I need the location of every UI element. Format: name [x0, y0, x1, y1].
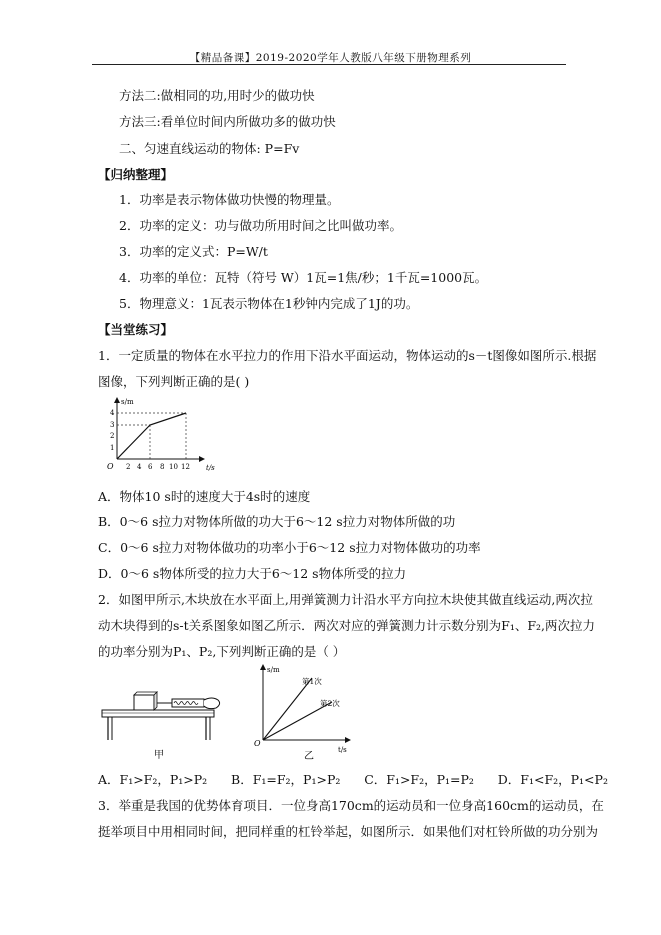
summary-item: 3．功率的定义式：P=W/t: [119, 244, 268, 259]
practice-heading: 【当堂练习】: [98, 322, 174, 337]
summary-item: 4．功率的单位：瓦特（符号 W）1瓦=1焦/秒；1千瓦=1000瓦。: [119, 270, 488, 285]
q3-line2: 挺举项目中用相同时间，把同样重的杠铃举起，如图所示．如果他们对杠铃所做的功分别为: [98, 824, 599, 839]
q1-xtick: 4: [137, 463, 142, 471]
q1-stem-line2: 图像，下列判断正确的是( ): [98, 374, 250, 389]
block-side: [154, 692, 157, 710]
q2-xlabel: t/s: [338, 746, 347, 754]
q2-fig-a-label: 甲: [154, 750, 164, 760]
q3-line1: 3．举重是我国的优势体育项目．一位身高170cm的运动员和一位身高160cm的运动员，在: [98, 798, 604, 813]
method-line-2: 方法二:做相同的功,用时少的做功快: [119, 88, 315, 103]
q2-figure-b: [252, 662, 362, 760]
q1-xlabel: t/s: [206, 464, 215, 472]
summary-heading: 【归纳整理】: [98, 167, 174, 182]
q1-xtick: 12: [181, 463, 190, 471]
q1-option-d: D．0～6 s物体所受的拉力大于6～12 s物体所受的拉力: [98, 566, 407, 581]
summary-item: 2．功率的定义：功与做功所用时间之比叫做功率。: [119, 218, 402, 233]
method-line-3: 方法三:看单位时间内所做功多的做功快: [119, 114, 336, 129]
q2-ylabel: s/m: [267, 666, 280, 674]
q1-st-graph: [98, 394, 218, 474]
q1-ytick: 3: [110, 421, 115, 429]
q2-origin: O: [254, 739, 261, 748]
q1-ylabel: s/m: [121, 398, 134, 406]
q1-ytick: 4: [110, 409, 115, 417]
q2-options: A．F₁>F₂，P₁>P₂ B．F₁=F₂，P₁>P₂ C．F₁>F₂，P₁=P₂ D．F₁<F₂，P₁<P₂: [98, 772, 608, 787]
q1-ytick: 2: [110, 432, 115, 440]
wood-block: [134, 695, 154, 710]
q1-xtick: 8: [160, 463, 165, 471]
q1-xtick: 2: [126, 463, 131, 471]
q1-ytick: 1: [110, 444, 115, 452]
page-header: 【精品备课】2019-2020学年人教版八年级下册物理系列: [189, 52, 472, 64]
q1-xtick: 10: [169, 463, 178, 471]
header-divider: [92, 64, 566, 65]
q1-option-b: B．0～6 s拉力对物体所做的功大于6～12 s拉力对物体所做的功: [98, 514, 456, 529]
q2-label-second: 第2次: [320, 699, 340, 708]
summary-item: 1．功率是表示物体做功快慢的物理量。: [119, 192, 340, 207]
summary-item: 5．物理意义：1瓦表示物体在1秒钟内完成了1J的功。: [119, 296, 419, 311]
q2-line-first: [263, 678, 312, 740]
q2-stem-line2: 动木块得到的s-t关系图象如图乙所示．两次对应的弹簧测力计示数分别为F₁、F₂,两次拉力: [98, 618, 596, 633]
q2-figure-a: [100, 660, 225, 760]
q2-label-first: 第1次: [302, 677, 322, 686]
q1-origin: O: [107, 462, 114, 471]
table-top: [102, 710, 214, 717]
q2-stem-line1: 2．如图甲所示,木块放在水平面上,用弹簧测力计沿水平方向拉木块使其做直线运动,两次拉: [98, 592, 593, 607]
q2-stem-line3: 的功率分别为P₁、P₂,下列判断正确的是（ ）: [98, 644, 346, 659]
q1-motion-line: [117, 413, 186, 459]
q1-xtick: 6: [148, 463, 153, 471]
q1-option-c: C．0～6 s拉力对物体做功的功率小于6～12 s拉力对物体做功的功率: [98, 540, 481, 555]
uniform-motion-line: 二、匀速直线运动的物体: P=Fv: [119, 141, 300, 156]
q1-stem-line1: 1．一定质量的物体在水平拉力的作用下沿水平面运动，物体运动的s－t图像如图所示.根据: [98, 348, 597, 363]
q2-fig-b-label: 乙: [304, 751, 314, 760]
hand: [204, 698, 220, 709]
q1-option-a: A．物体10 s时的速度大于4s时的速度: [98, 489, 311, 504]
